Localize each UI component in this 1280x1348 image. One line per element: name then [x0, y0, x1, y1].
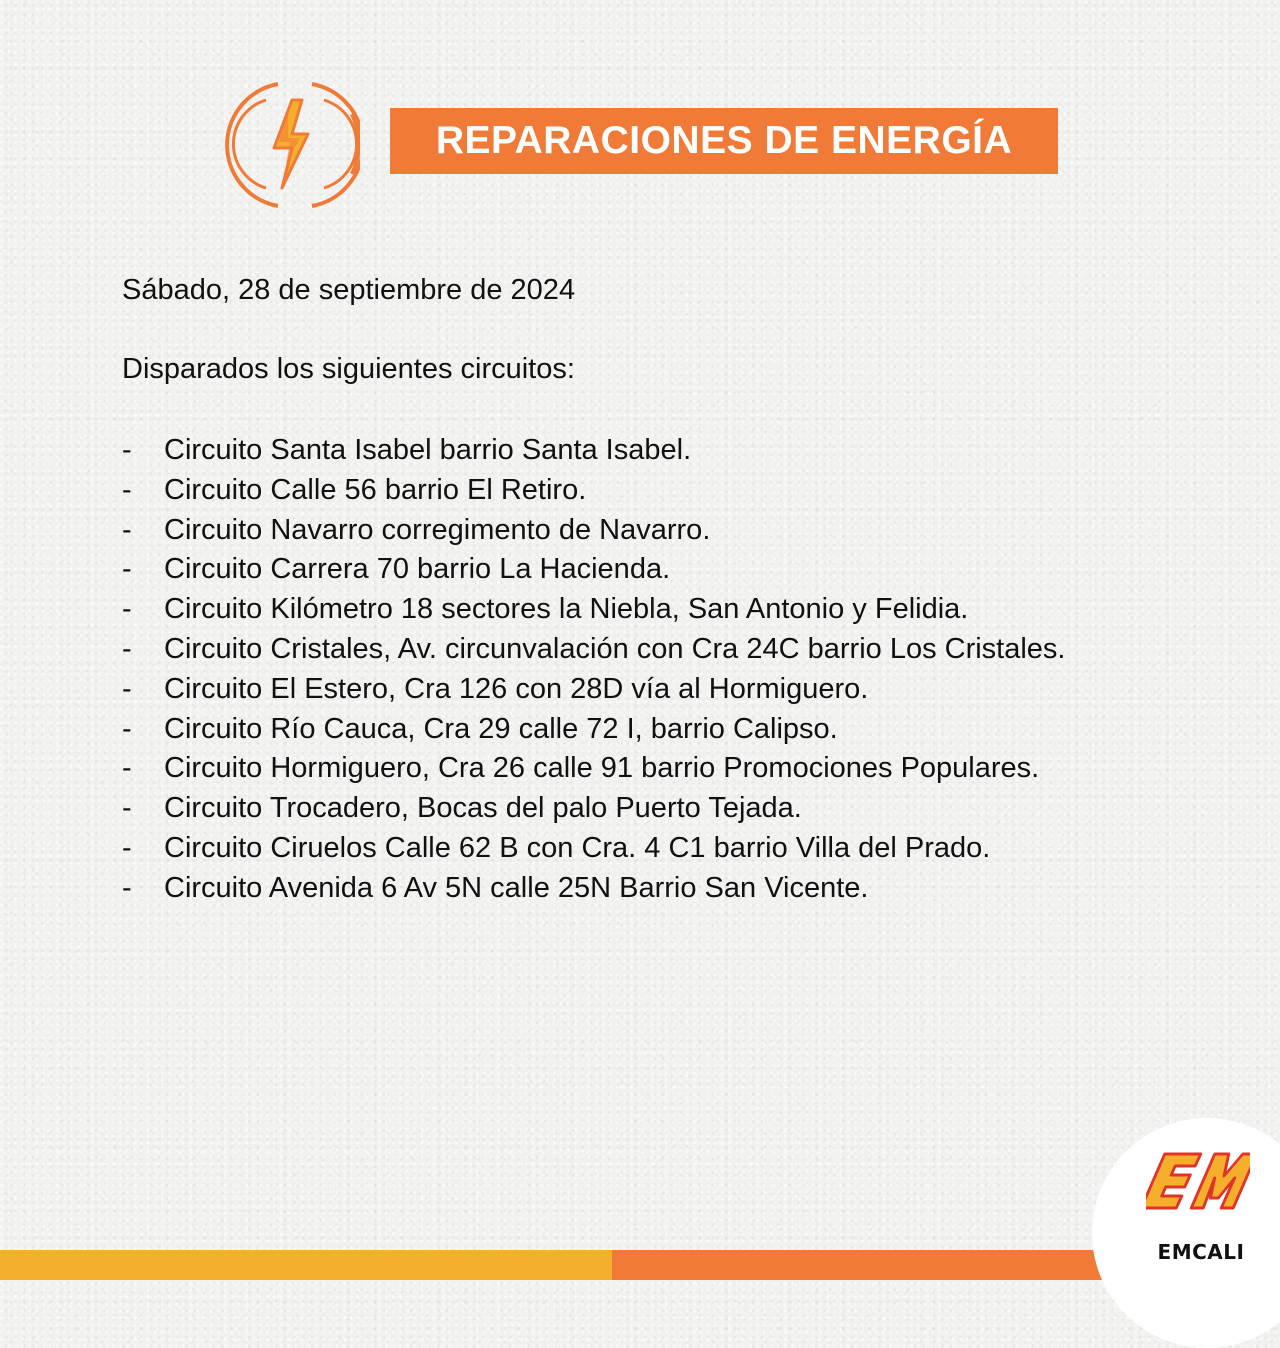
circuit-text: Circuito Trocadero, Bocas del palo Puerto Tejada. — [164, 792, 802, 825]
list-item — [122, 630, 1142, 670]
bullet-dash: - — [122, 632, 132, 665]
bullet-dash: - — [122, 434, 132, 466]
list-item — [122, 471, 1142, 511]
circuit-text: Circuito Avenida 6 Av 5N calle 25N Barrio San Vicente. — [164, 871, 869, 904]
bullet-dash: - — [122, 871, 132, 904]
bullet-dash: - — [122, 513, 132, 546]
bullet-dash: - — [122, 672, 132, 705]
circuit-list — [122, 431, 1142, 909]
bullet-dash: - — [122, 752, 132, 785]
circuit-text: Circuito Ciruelos Calle 62 B con Cra. 4 C1 barrio Villa del Prado. — [164, 831, 991, 864]
list-item — [122, 829, 1142, 869]
list-item — [122, 869, 1142, 909]
circuit-text: Circuito Carrera 70 barrio La Hacienda. — [164, 553, 671, 586]
list-item — [122, 550, 1142, 590]
list-item — [122, 590, 1142, 630]
circuit-text: Circuito Río Cauca, Cra 29 calle 72 I, barrio Calipso. — [164, 712, 838, 745]
circuit-text: Circuito Cristales, Av. circunvalación con Cra 24C barrio Los Cristales. — [164, 632, 1066, 665]
list-item — [122, 511, 1142, 551]
circuit-text: Circuito Hormiguero, Cra 26 calle 91 barrio Promociones Populares. — [164, 752, 1040, 785]
bullet-dash: - — [122, 831, 132, 864]
intro-text: Disparados los siguientes circuitos: — [122, 353, 575, 385]
list-item — [122, 670, 1142, 710]
logo-text: EMCALI — [1157, 1240, 1245, 1264]
date-text: Sábado, 28 de septiembre de 2024 — [122, 274, 576, 306]
list-item — [122, 749, 1142, 789]
bullet-dash: - — [122, 792, 132, 825]
circuit-text: Circuito Kilómetro 18 sectores la Niebla, San Antonio y Felidia. — [164, 593, 969, 626]
bullet-dash: - — [122, 593, 132, 626]
bullet-dash: - — [122, 473, 132, 506]
page-title: REPARACIONES DE ENERGÍA — [390, 108, 1058, 174]
lightning-bolt-icon — [216, 76, 360, 212]
list-item — [122, 710, 1142, 750]
emcali-logo-icon — [1146, 1148, 1250, 1230]
footer-bar-yellow — [0, 1250, 612, 1280]
circuit-text: Circuito Santa Isabel barrio Santa Isabel. — [164, 434, 692, 466]
circuit-text: Circuito Calle 56 barrio El Retiro. — [164, 473, 587, 506]
bullet-dash: - — [122, 553, 132, 586]
circuit-text: Circuito Navarro corregimento de Navarro. — [164, 513, 711, 546]
circuit-text: Circuito El Estero, Cra 126 con 28D vía al Hormiguero. — [164, 672, 869, 705]
bullet-dash: - — [122, 712, 132, 745]
list-item — [122, 431, 1142, 471]
list-item — [122, 789, 1142, 829]
